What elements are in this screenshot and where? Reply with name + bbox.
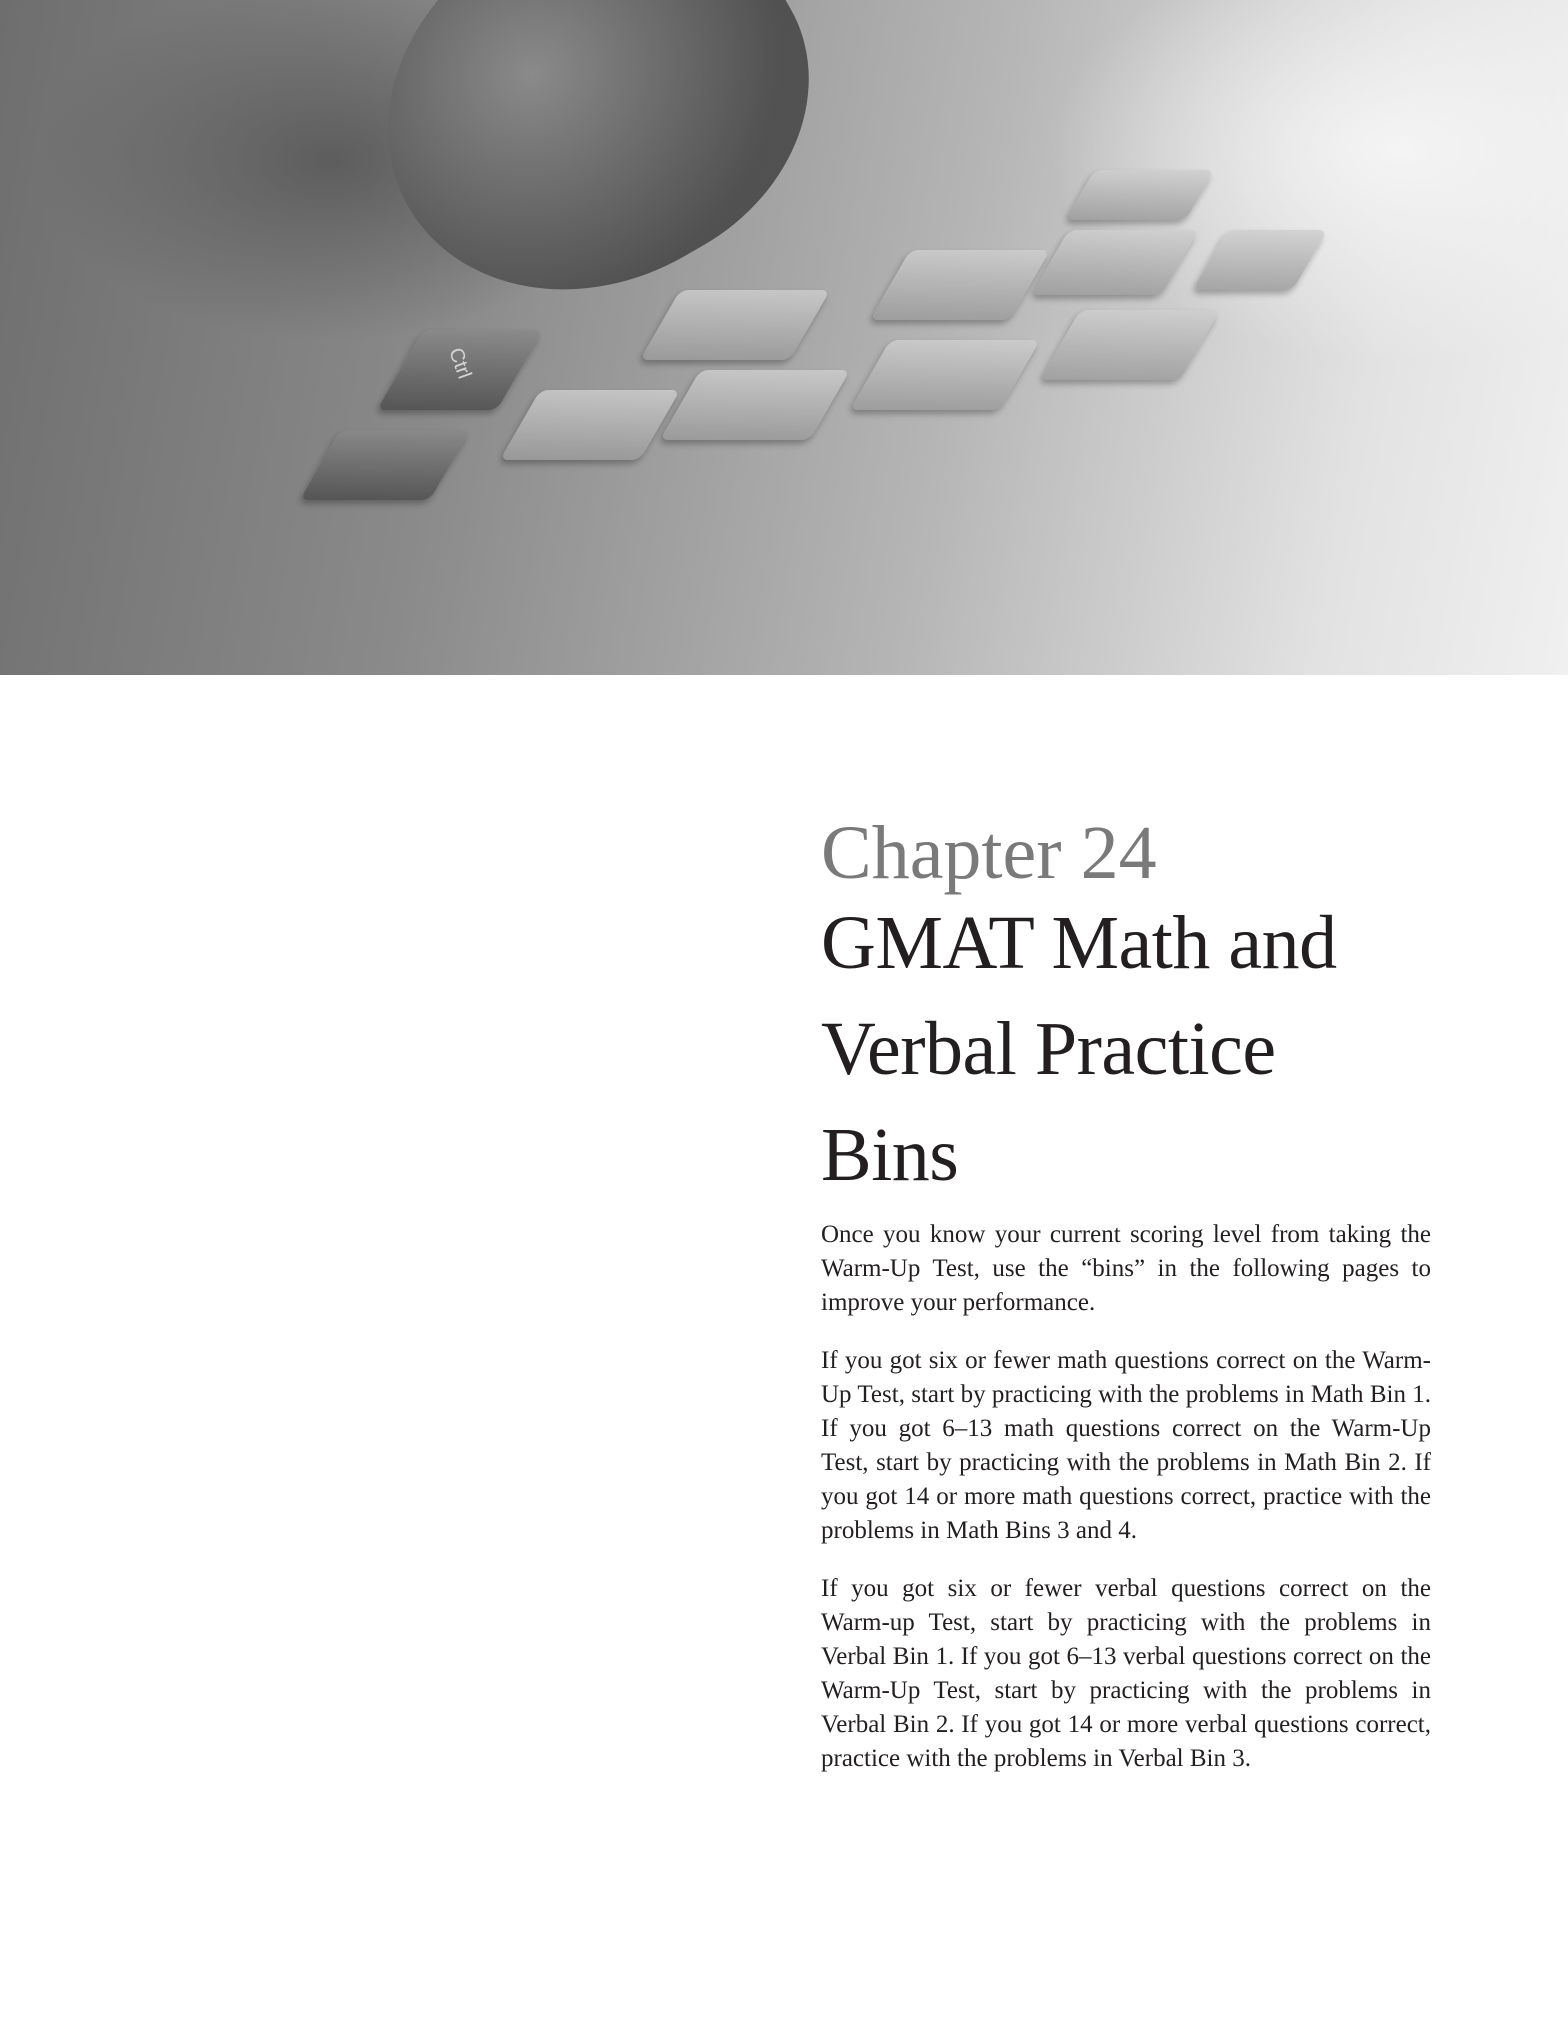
key bbox=[500, 390, 680, 460]
math-bins-paragraph: If you got six or fewer math questions correct on the Warm-Up Test, start by practicing with the problems in Math Bin 1. If you got 6–13 math questions correct on the Warm-Up Test, start by practicing with the problems in Math Bin 2. If you got 14 or more math questions correct, practice with the problems in Math Bins 3 and 4. bbox=[821, 1347, 1431, 1544]
keyboard-photo bbox=[0, 0, 1568, 675]
key bbox=[870, 250, 1050, 320]
chapter-title-line2: Verbal Practice Bins bbox=[821, 1007, 1276, 1197]
chapter-title bbox=[821, 890, 1431, 1208]
key bbox=[1040, 310, 1220, 380]
key bbox=[1066, 170, 1215, 220]
key bbox=[640, 290, 830, 360]
key bbox=[1031, 230, 1199, 295]
key bbox=[850, 340, 1040, 410]
chapter-opener bbox=[821, 808, 1431, 1800]
ctrl-key bbox=[377, 330, 543, 410]
verbal-bins-paragraph: If you got six or fewer verbal questions correct on the Warm-up Test, start by practicing with the problems in Verbal Bin 1. If you got 6–13 verbal questions correct on the Warm-Up Test, start by practicing with the problems in Verbal Bin 2. If you got 14 or more verbal questions correct, practice with the problems in Verbal Bin 3. bbox=[821, 1575, 1431, 1772]
key bbox=[1193, 230, 1328, 290]
ctrl-key-label: Ctrl bbox=[444, 344, 476, 382]
chapter-label: Chapter 24 bbox=[821, 811, 1157, 895]
chapter-title-line1: GMAT Math and bbox=[821, 901, 1337, 985]
intro-paragraph: Once you know your current scoring level from taking the Warm-Up Test, use the “bins” in the following pages to improve your performance. bbox=[821, 1221, 1431, 1316]
key bbox=[300, 430, 470, 500]
key bbox=[660, 370, 850, 440]
